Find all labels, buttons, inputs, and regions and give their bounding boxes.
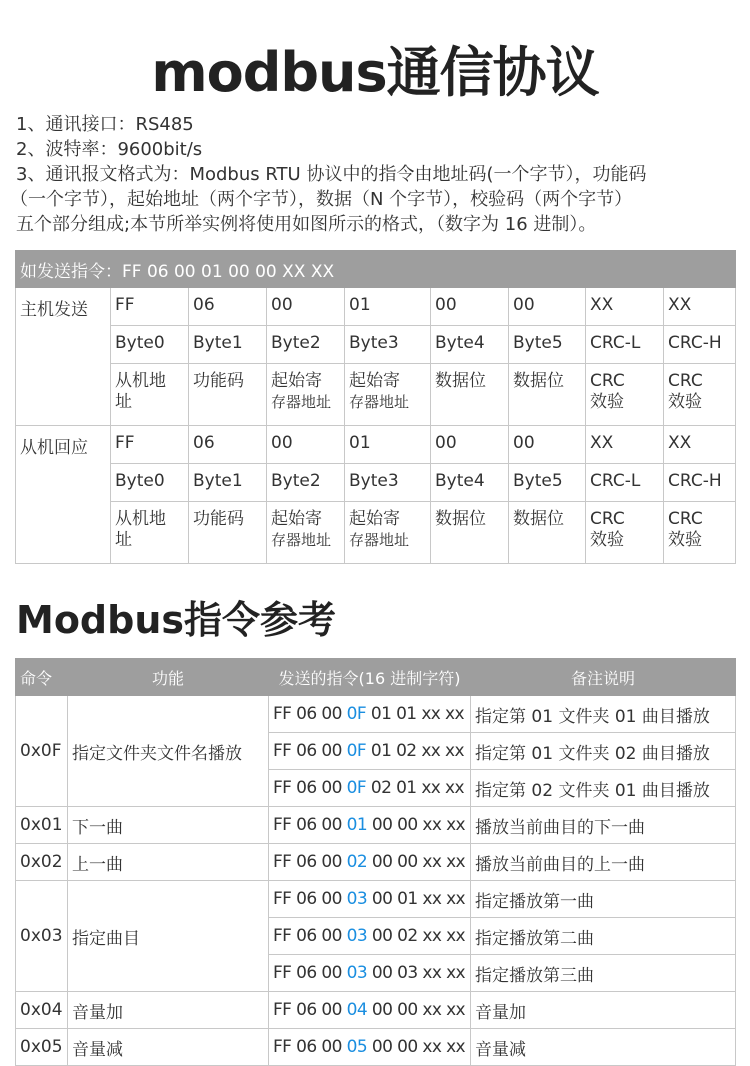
frame-header-row — [16, 251, 736, 288]
table-row — [16, 364, 736, 426]
byte-index: Byte3 — [345, 326, 431, 364]
command-code: 0x01 — [16, 807, 68, 844]
intro-line: （一个字节），起始地址（两个字节），数据（N 个字节），校验码（两个字节） — [10, 189, 633, 210]
hex-prefix: FF 06 00 — [273, 852, 347, 872]
hex-prefix: FF 06 00 — [273, 1037, 347, 1057]
instruction-note: 指定第 01 文件夹 02 曲目播放 — [471, 733, 736, 770]
byte-meaning — [189, 502, 267, 564]
command-code: 0x02 — [16, 844, 68, 881]
byte-meaning — [345, 502, 431, 564]
hex-prefix: FF 06 00 — [273, 741, 347, 761]
hex-prefix: FF 06 00 — [273, 926, 347, 946]
table-row — [16, 426, 736, 464]
hex-prefix: FF 06 00 — [273, 963, 347, 983]
instruction-hex — [269, 770, 471, 807]
table-row — [16, 696, 736, 733]
meaning-line: 数据位 — [435, 509, 486, 529]
meaning-line: 起始寄 — [271, 371, 322, 391]
command-code: 0x05 — [16, 1029, 68, 1066]
hex-prefix: FF 06 00 — [273, 815, 347, 835]
hex-suffix: 00 00 xx xx — [367, 1000, 465, 1020]
byte-value: 01 — [345, 288, 431, 326]
frame-header: 如发送指令：FF 06 00 01 00 00 XX XX — [16, 251, 736, 288]
byte-meaning — [431, 502, 509, 564]
byte-meaning — [664, 502, 736, 564]
instruction-note: 播放当前曲目的下一曲 — [471, 807, 736, 844]
byte-index: Byte4 — [431, 326, 509, 364]
byte-value: 00 — [431, 288, 509, 326]
command-code: 0x0F — [16, 696, 68, 807]
byte-meaning — [586, 364, 664, 426]
byte-value: 00 — [267, 426, 345, 464]
table-row — [16, 502, 736, 564]
hex-suffix: 00 00 xx xx — [367, 815, 465, 835]
intro-line: 五个部分组成;本节所举实例将使用如图所示的格式，（数字为 16 进制）。 — [16, 214, 597, 235]
meaning-line: 效验 — [668, 392, 702, 412]
intro-text — [10, 112, 741, 237]
frame-format-table — [15, 250, 736, 564]
hex-prefix: FF 06 00 — [273, 778, 347, 798]
page-title: modbus通信协议 — [151, 41, 599, 104]
hex-command-byte: 0F — [346, 741, 367, 761]
byte-index: Byte1 — [189, 326, 267, 364]
byte-value: 00 — [509, 288, 586, 326]
byte-value: 06 — [189, 288, 267, 326]
table-row — [16, 464, 736, 502]
byte-index: Byte2 — [267, 326, 345, 364]
meaning-line: 效验 — [590, 392, 624, 412]
hex-suffix: 00 03 xx xx — [367, 963, 465, 983]
meaning-line: 起始寄 — [271, 509, 322, 529]
instruction-hex — [269, 733, 471, 770]
byte-meaning — [111, 364, 189, 426]
instruction-hex — [269, 918, 471, 955]
instruction-note: 指定播放第三曲 — [471, 955, 736, 992]
byte-value: XX — [586, 426, 664, 464]
byte-value: 00 — [431, 426, 509, 464]
byte-meaning — [189, 364, 267, 426]
hex-command-byte: 02 — [346, 852, 368, 872]
meaning-line: CRC — [590, 371, 625, 391]
meaning-line: 起始寄 — [349, 509, 400, 529]
instruction-note: 指定第 01 文件夹 01 曲目播放 — [471, 696, 736, 733]
meaning-line: CRC — [668, 509, 703, 529]
byte-meaning — [664, 364, 736, 426]
byte-value: 06 — [189, 426, 267, 464]
command-table — [15, 658, 736, 1066]
byte-index: Byte4 — [431, 464, 509, 502]
hex-command-byte: 0F — [346, 778, 367, 798]
meaning-line: 数据位 — [513, 509, 564, 529]
byte-index: Byte5 — [509, 326, 586, 364]
hex-command-byte: 03 — [346, 889, 368, 909]
meaning-line: 效验 — [590, 530, 624, 550]
byte-value: XX — [664, 426, 736, 464]
command-code: 0x03 — [16, 881, 68, 992]
byte-index: CRC-H — [664, 326, 736, 364]
command-function: 指定文件夹文件名播放 — [68, 696, 269, 807]
instruction-hex — [269, 807, 471, 844]
byte-value: FF — [111, 288, 189, 326]
intro-line: 2、波特率：9600bit/s — [16, 139, 203, 160]
hex-suffix: 01 02 xx xx — [366, 741, 464, 761]
row-label: 从机回应 — [16, 426, 111, 564]
meaning-line: 效验 — [668, 530, 702, 550]
meaning-line: 址 — [115, 530, 132, 550]
header-notes: 备注说明 — [471, 659, 736, 696]
hex-prefix: FF 06 00 — [273, 1000, 347, 1020]
hex-command-byte: 04 — [346, 1000, 368, 1020]
instruction-hex — [269, 696, 471, 733]
hex-command-byte: 05 — [346, 1037, 368, 1057]
byte-meaning — [345, 364, 431, 426]
hex-suffix: 01 01 xx xx — [366, 704, 464, 724]
byte-index: Byte5 — [509, 464, 586, 502]
byte-meaning — [509, 502, 586, 564]
instruction-note: 音量加 — [471, 992, 736, 1029]
byte-index: CRC-L — [586, 464, 664, 502]
byte-index: Byte0 — [111, 464, 189, 502]
byte-index: CRC-L — [586, 326, 664, 364]
hex-suffix: 00 00 xx xx — [367, 1037, 465, 1057]
instruction-hex — [269, 992, 471, 1029]
table-row — [16, 1029, 736, 1066]
command-function: 指定曲目 — [68, 881, 269, 992]
table-row — [16, 807, 736, 844]
command-function: 音量加 — [68, 992, 269, 1029]
instruction-hex — [269, 844, 471, 881]
command-code: 0x04 — [16, 992, 68, 1029]
command-function: 音量减 — [68, 1029, 269, 1066]
meaning-line: 址 — [115, 392, 132, 412]
byte-meaning — [267, 364, 345, 426]
instruction-note: 指定播放第一曲 — [471, 881, 736, 918]
byte-value: FF — [111, 426, 189, 464]
meaning-line: 存器地址 — [349, 393, 410, 411]
table-row — [16, 992, 736, 1029]
intro-line: 1、通讯接口：RS485 — [16, 114, 194, 135]
hex-command-byte: 01 — [346, 815, 368, 835]
meaning-line: 从机地 — [115, 371, 166, 391]
byte-index: Byte3 — [345, 464, 431, 502]
meaning-line: CRC — [590, 509, 625, 529]
byte-value: XX — [664, 288, 736, 326]
byte-value: XX — [586, 288, 664, 326]
hex-suffix: 00 01 xx xx — [367, 889, 465, 909]
meaning-line: 从机地 — [115, 509, 166, 529]
command-function: 上一曲 — [68, 844, 269, 881]
table-row — [16, 326, 736, 364]
row-label: 主机发送 — [16, 288, 111, 426]
hex-command-byte: 03 — [346, 926, 368, 946]
meaning-line: 功能码 — [193, 371, 244, 391]
table-row — [16, 844, 736, 881]
hex-suffix: 02 01 xx xx — [366, 778, 464, 798]
byte-value: 00 — [509, 426, 586, 464]
instruction-hex — [269, 881, 471, 918]
byte-value: 01 — [345, 426, 431, 464]
byte-value: 00 — [267, 288, 345, 326]
hex-command-byte: 03 — [346, 963, 368, 983]
byte-meaning — [509, 364, 586, 426]
instruction-note: 指定播放第二曲 — [471, 918, 736, 955]
instruction-hex — [269, 1029, 471, 1066]
meaning-line: CRC — [668, 371, 703, 391]
meaning-line: 起始寄 — [349, 371, 400, 391]
instruction-note: 指定第 02 文件夹 01 曲目播放 — [471, 770, 736, 807]
table-row — [16, 288, 736, 326]
meaning-line: 存器地址 — [349, 531, 410, 549]
section-title: Modbus指令参考 — [16, 598, 336, 642]
header-command: 命令 — [16, 659, 68, 696]
hex-command-byte: 0F — [346, 704, 367, 724]
meaning-line: 数据位 — [435, 371, 486, 391]
meaning-line: 功能码 — [193, 509, 244, 529]
intro-line: 3、通讯报文格式为：Modbus RTU 协议中的指令由地址码(一个字节），功能码 — [16, 164, 647, 185]
byte-meaning — [267, 502, 345, 564]
byte-index: Byte0 — [111, 326, 189, 364]
hex-prefix: FF 06 00 — [273, 889, 347, 909]
byte-meaning — [111, 502, 189, 564]
header-function: 功能 — [68, 659, 269, 696]
hex-prefix: FF 06 00 — [273, 704, 347, 724]
meaning-line: 数据位 — [513, 371, 564, 391]
meaning-line: 存器地址 — [271, 531, 332, 549]
byte-index: Byte1 — [189, 464, 267, 502]
byte-meaning — [586, 502, 664, 564]
byte-meaning — [431, 364, 509, 426]
instruction-hex — [269, 955, 471, 992]
byte-index: CRC-H — [664, 464, 736, 502]
meaning-line: 存器地址 — [271, 393, 332, 411]
instruction-note: 音量减 — [471, 1029, 736, 1066]
header-instruction: 发送的指令(16 进制字符) — [269, 659, 471, 696]
hex-suffix: 00 02 xx xx — [367, 926, 465, 946]
instruction-note: 播放当前曲目的上一曲 — [471, 844, 736, 881]
hex-suffix: 00 00 xx xx — [367, 852, 465, 872]
byte-index: Byte2 — [267, 464, 345, 502]
command-function: 下一曲 — [68, 807, 269, 844]
table-row — [16, 881, 736, 918]
